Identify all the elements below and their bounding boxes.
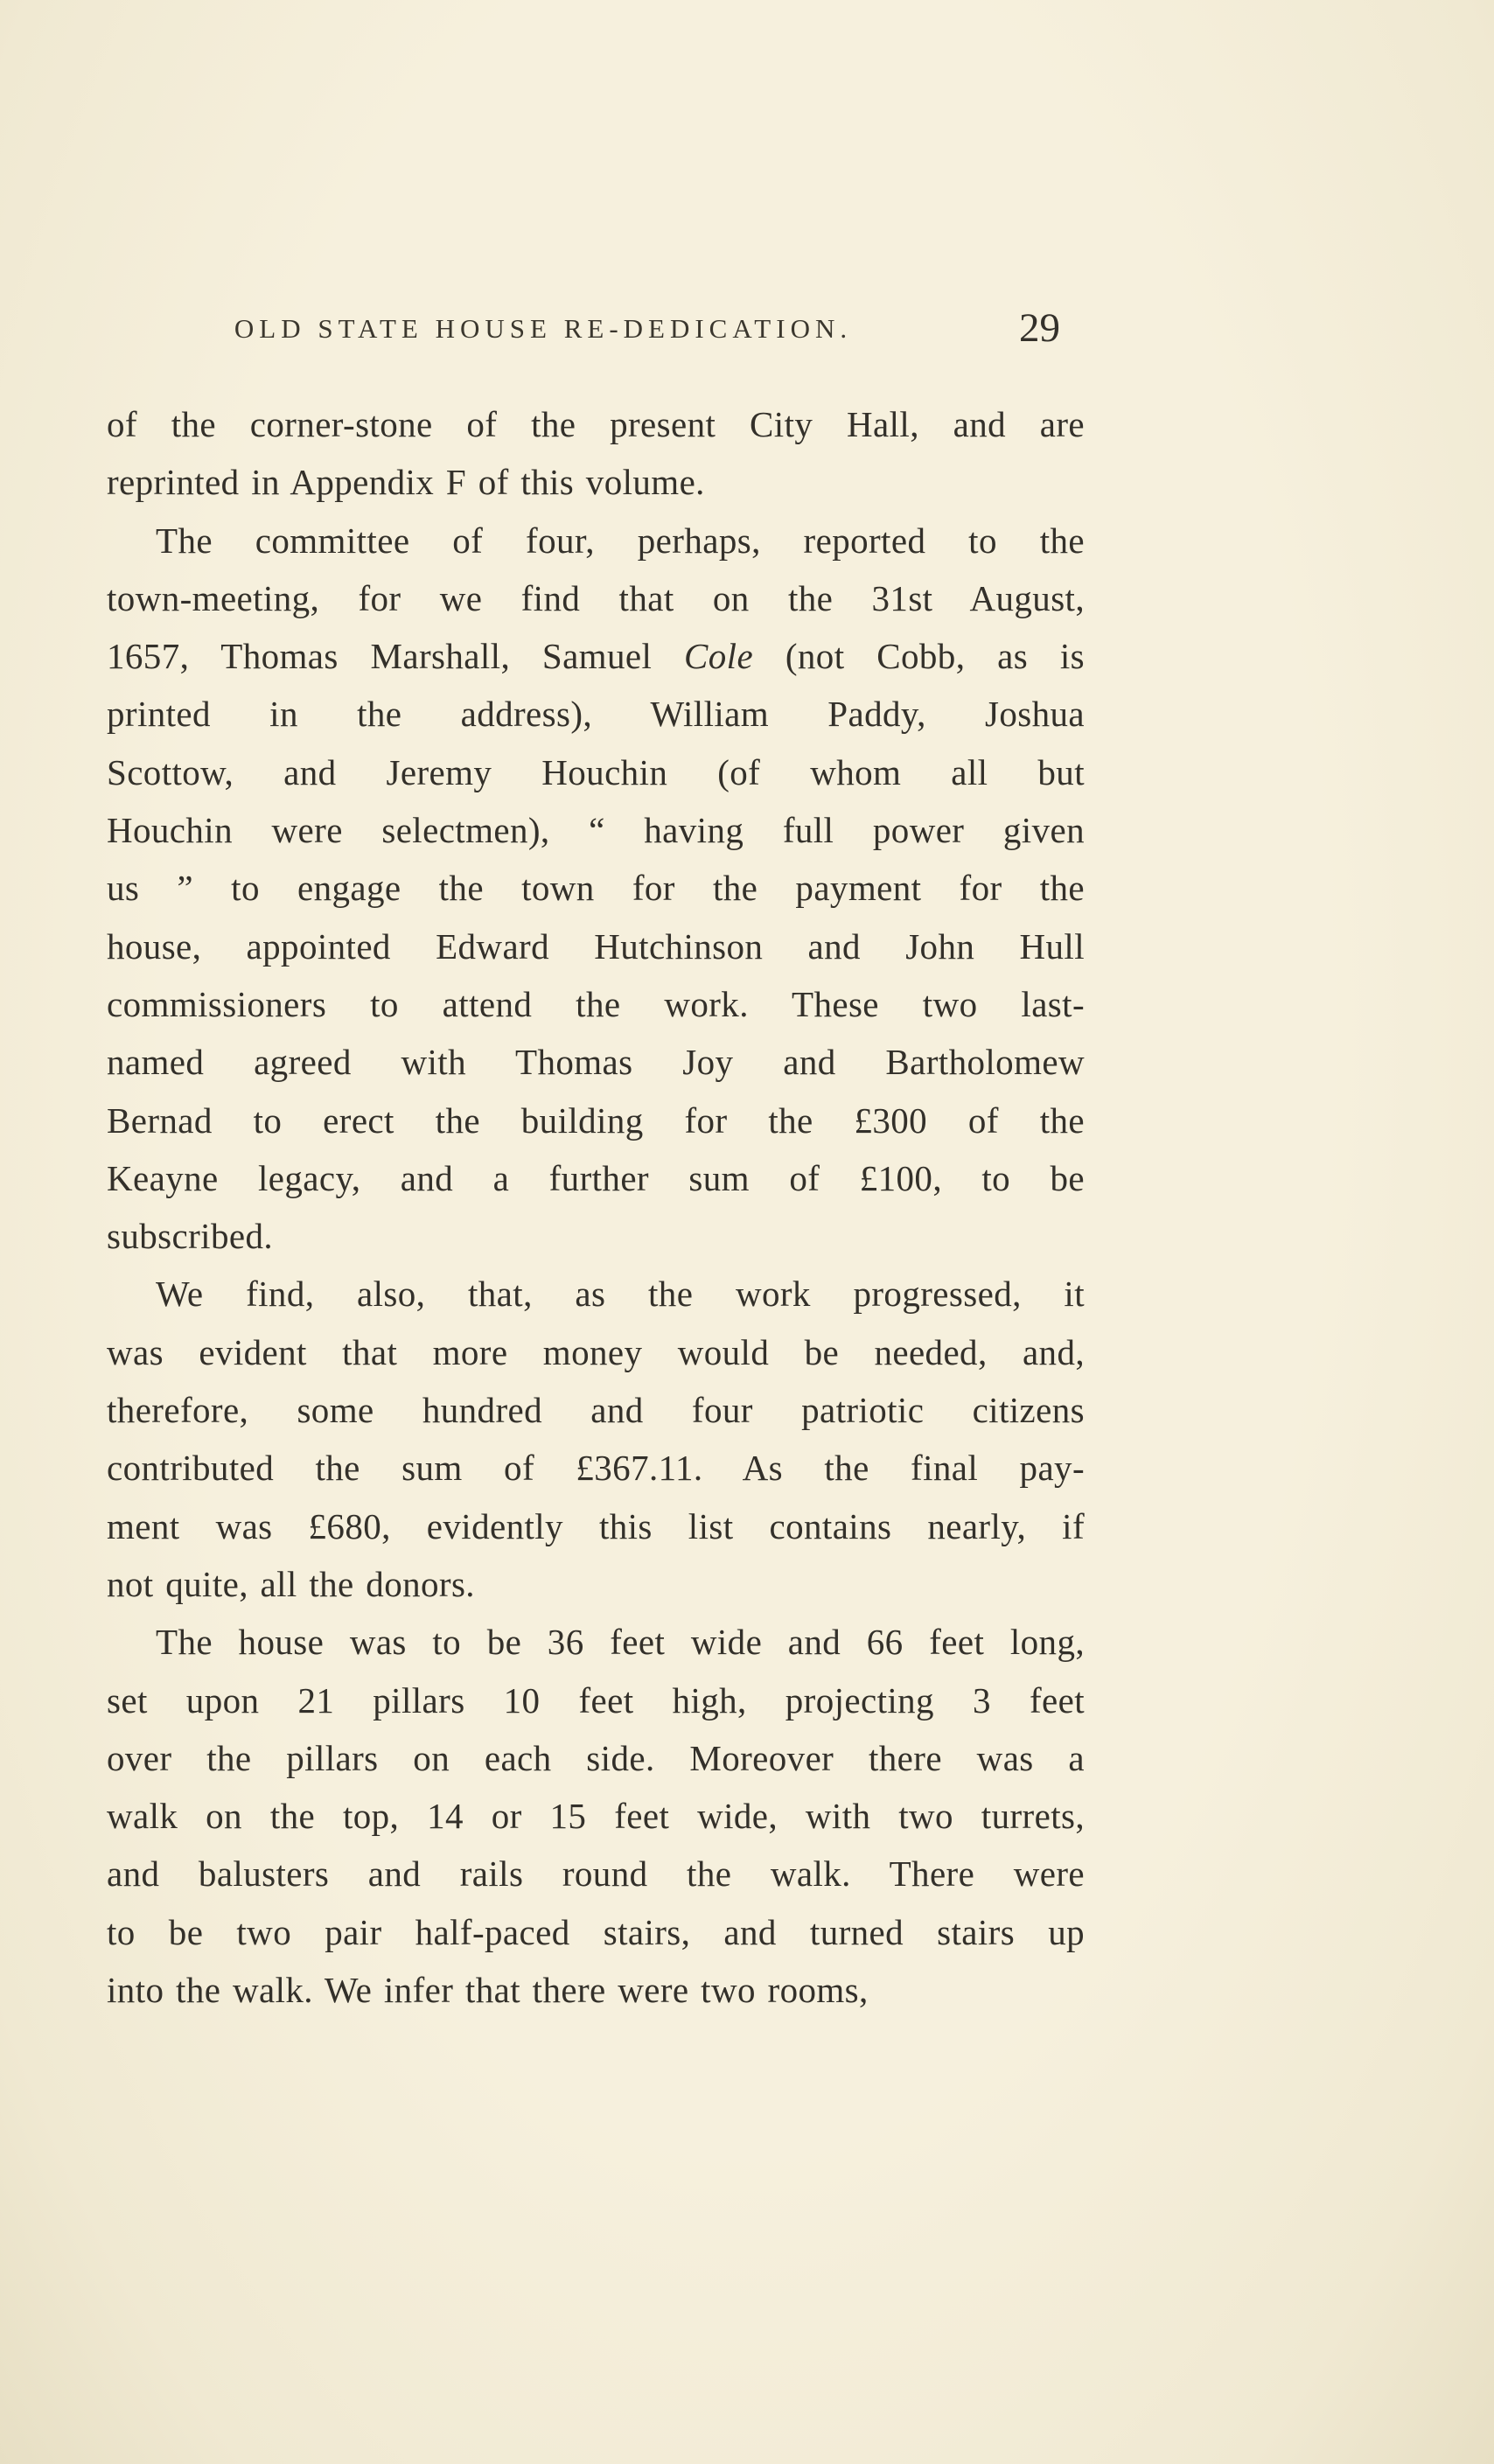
text-line: walk on the top, 14 or 15 feet wide, with two turrets, (107, 1796, 1085, 1837)
text-line: and balusters and rails round the walk. There were (107, 1853, 1085, 1895)
text-line: us ” to engage the town for the payment for the (107, 868, 1085, 909)
text-line: Houchin were selectmen), “ having full power given (107, 810, 1085, 851)
text-line: into the walk. We infer that there were two rooms, (107, 1970, 869, 2011)
text-line: named agreed with Thomas Joy and Bartholomew (107, 1042, 1085, 1083)
text-line: town-meeting, for we find that on the 31st August, (107, 577, 1085, 618)
text-line: of the corner-stone of the present City Hall, and are (107, 404, 1085, 444)
text-block (107, 395, 1085, 2019)
text-line: contributed the sum of £367.11. As the final pay- (107, 1448, 1085, 1489)
text-line: Keayne legacy, and a further sum of £100, to be (107, 1157, 1085, 1198)
text-line: set upon 21 pillars 10 feet high, projecting 3 feet (107, 1679, 1085, 1721)
running-header-title: OLD STATE HOUSE RE-DEDICATION. (234, 313, 853, 344)
text-line: subscribed. (107, 1216, 274, 1257)
text-line: The house was to be 36 feet wide and 66 feet long, (156, 1622, 1085, 1663)
text-line: The committee of four, perhaps, reported to the (156, 520, 1085, 561)
text-line: reprinted in Appendix F of this volume. (107, 462, 705, 503)
page-number: 29 (1019, 305, 1060, 351)
text-line: not quite, all the donors. (107, 1563, 475, 1604)
running-header (107, 304, 1085, 357)
text-line: house, appointed Edward Hutchinson and John Hull (107, 925, 1085, 967)
text-line: Scottow, and Jeremy Houchin (of whom all but (107, 751, 1085, 792)
text-line: We find, also, that, as the work progressed, it (156, 1274, 1085, 1315)
text-line: therefore, some hundred and four patriotic citizens (107, 1390, 1085, 1431)
text-line: 1657, Thomas Marshall, Samuel Cole (not Cobb, as is (107, 636, 1085, 677)
text-line: commissioners to attend the work. These two last- (107, 983, 1085, 1024)
text-line: over the pillars on each side. Moreover there was a (107, 1737, 1085, 1778)
text-line: to be two pair half-paced stairs, and turned stairs up (107, 1911, 1085, 1952)
text-line: was evident that more money would be needed, and, (107, 1331, 1085, 1372)
text-line: Bernad to erect the building for the £300 of the (107, 1099, 1085, 1141)
text-line: printed in the address), William Paddy, Joshua (107, 694, 1085, 735)
text-line: ment was £680, evidently this list contains nearly, if (107, 1505, 1085, 1546)
